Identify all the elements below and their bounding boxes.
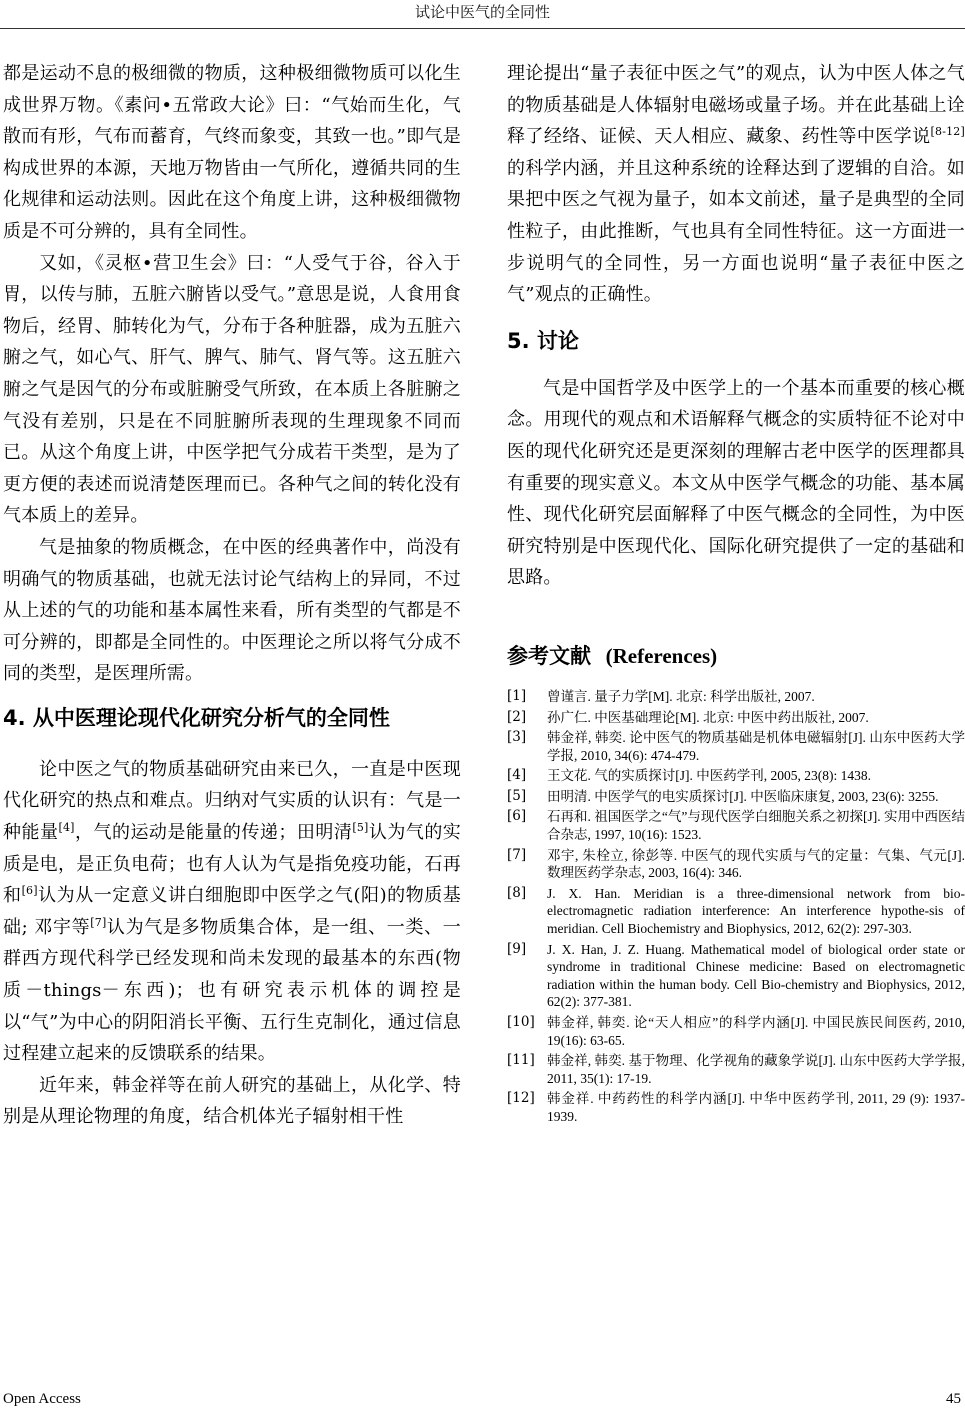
left-column bbox=[3, 58, 461, 1133]
reference-text: 韩金祥. 中药药性的科学内涵[J]. 中华中医药学刊, 2011, 29 (9): 1937-1939. bbox=[547, 1091, 965, 1124]
reference-list bbox=[507, 688, 965, 1126]
reference-number: [11] bbox=[507, 1052, 535, 1069]
reference-number: [12] bbox=[507, 1090, 535, 1107]
reference-number: [1] bbox=[507, 687, 527, 704]
reference-text: 孙广仁. 中医基础理论[M]. 北京: 中医中药出版社, 2007. bbox=[547, 709, 869, 725]
reference-item bbox=[507, 808, 965, 843]
reference-item bbox=[507, 788, 965, 806]
reference-text: 韩金祥, 韩奕. 论中医气的物质基础是机体电磁辐射[J]. 山东中医药大学学报, 2010, 34(6): 474-479. bbox=[547, 730, 965, 763]
paragraph bbox=[3, 754, 461, 1070]
section-heading-5: 5. 讨论 bbox=[507, 328, 579, 353]
reference-number: [2] bbox=[507, 708, 527, 725]
reference-text: 韩金祥, 韩奕. 论“天人相应”的科学内涵[J]. 中国民族民间医药, 2010, 19(16): 63-65. bbox=[547, 1015, 965, 1048]
text-run: ，气的运动是能量的传递；田明清 bbox=[74, 822, 353, 844]
text-run: 认为气是多物质集合体，是一组、一类、一群西方现代科学已经发现和尚未发现的最基本的东西(物质－things－东西)；也有研究表示机体的调控是以“气”为中心的阴阳消长平衡、五行生克制化，通过信息过程建立起来的反馈联系的结果。 bbox=[3, 916, 461, 1065]
reference-item bbox=[507, 1052, 965, 1087]
reference-number: [7] bbox=[507, 846, 527, 863]
text-run: 的科学内涵，并且这种系统的诠释达到了逻辑的自洽。如果把中医之气视为量子，如本文前述，量子是典型的全同性粒子，由此推断，气也具有全同性特征。这一方面进一步说明气的全同性，另一方面也说明“量子表征中医之气”观点的正确性。 bbox=[507, 157, 965, 306]
reference-text: 韩金祥, 韩奕. 基于物理、化学视角的藏象学说[J]. 山东中医药大学学报, 2011, 35(1): 17-19. bbox=[547, 1053, 965, 1086]
citation: [7] bbox=[90, 915, 107, 929]
reference-item bbox=[507, 1014, 965, 1049]
reference-item bbox=[507, 767, 965, 785]
reference-item bbox=[507, 688, 965, 706]
reference-text: J. X. Han, J. Z. Huang. Mathematical model of biological order state or syndrome in traditional Chinese medicine: Based on electromagnetic radiation within the human body. Cell Bio-chemistry and Biophysics, 2012, 62(2): 377-381. bbox=[547, 941, 965, 1010]
references-heading bbox=[507, 642, 965, 670]
reference-number: [9] bbox=[507, 940, 527, 957]
text-run: 理论提出“量子表征中医之气”的观点，认为中医人体之气的物质基础是人体辐射电磁场或量子场。并在此基础上诠释了经络、证候、天人相应、藏象、药性等中医学说 bbox=[507, 63, 965, 148]
references-heading-cn: 参考文献 bbox=[507, 643, 591, 668]
paragraph: 又如，《灵枢•营卫生会》曰：“人受气于谷，谷入于胃，以传与肺，五脏六腑皆以受气。”意思是说，人食用食物后，经胃、肺转化为气，分布于各种脏器，成为五脏六腑之气，如心气、肝气、脾气、肺气、肾气等。这五脏六腑之气是因气的分布或脏腑受气所致，在本质上各脏腑之气没有差别，只是在不同脏腑所表现的生理现象不同而已。从这个角度上讲，中医学把气分成若干类型，是为了更方便的表述而说清楚医理而已。各种气之间的转化没有气本质上的差异。 bbox=[3, 252, 461, 527]
reference-text: 王文花. 气的实质探讨[J]. 中医药学刊, 2005, 23(8): 1438. bbox=[547, 768, 871, 784]
text-run: 论中医之气的物质基础研究由来已久，一直是中医现代化研究的热点和难点。归纳对气实质的认识有：气是一种能量 bbox=[3, 758, 461, 844]
reference-text: 邓宇, 朱栓立, 徐彭等. 中医气的现代实质与气的定量：气集、气元[J]. 数理医药学杂志, 2003, 16(4): 346. bbox=[547, 847, 965, 881]
reference-number: [4] bbox=[507, 767, 527, 784]
reference-number: [6] bbox=[507, 808, 527, 825]
paragraph bbox=[507, 58, 965, 311]
page-number: 45 bbox=[946, 1391, 961, 1407]
section-heading-4: 4. 从中医理论现代化研究分析气的全同性 bbox=[3, 705, 390, 730]
reference-item bbox=[507, 941, 965, 1011]
reference-item bbox=[507, 729, 965, 764]
paragraph: 气是抽象的物质概念，在中医的经典著作中，尚没有明确气的物质基础，也就无法讨论气结构上的异同，不过从上述的气的功能和基本属性来看，所有类型的气都是不可分辨的，即都是全同性的。中医理论之所以将气分成不同的类型，是医理所需。 bbox=[3, 536, 461, 685]
paragraph: 近年来，韩金祥等在前人研究的基础上，从化学、特别是从理论物理的角度，结合机体光子辐射相干性 bbox=[3, 1074, 461, 1128]
right-column bbox=[507, 58, 965, 1129]
text-run: 认为从一定意义讲白细胞即中医学之气(阳)的物质基础; 邓宇等 bbox=[3, 885, 462, 938]
references-heading-en: (References) bbox=[605, 643, 718, 668]
citation: [4] bbox=[58, 821, 75, 835]
reference-text: 石再和. 祖国医学之“气”与现代医学白细胞关系之初探[J]. 实用中西医结合杂志, 1997, 10(16): 1523. bbox=[547, 809, 965, 843]
reference-text: 曾谨言. 量子力学[M]. 北京: 科学出版社, 2007. bbox=[547, 688, 815, 704]
footer-open-access: Open Access bbox=[3, 1391, 81, 1407]
reference-item bbox=[507, 847, 965, 882]
reference-number: [3] bbox=[507, 729, 527, 746]
citation: [6] bbox=[21, 884, 38, 898]
paragraph: 气是中国哲学及中医学上的一个基本而重要的核心概念。用现代的观点和术语解释气概念的实质特征不论对中医的现代化研究还是更深刻的理解古老中医学的医理都具有重要的现实意义。本文从中医学气概念的功能、基本属性、现代化研究层面解释了中医气概念的全同性，为中医研究特别是中医现代化、国际化研究提供了一定的基础和思路。 bbox=[507, 377, 965, 589]
citation: [8-12] bbox=[930, 125, 965, 139]
reference-number: [10] bbox=[507, 1014, 535, 1030]
running-header: 试论中医气的全同性 bbox=[414, 3, 550, 21]
reference-number: [5] bbox=[507, 787, 527, 804]
reference-text: J. X. Han. Meridian is a three-dimensional network from bio-electromagnetic radiation interference: An interference hypothe-sis of meridian. Cell Biochemistry and Biophysics, 2012, 62(2): 297-303. bbox=[547, 885, 965, 937]
reference-item bbox=[507, 885, 965, 938]
paragraph: 都是运动不息的极细微的物质，这种极细微物质可以化生成世界万物。《素问•五常政大论》曰：“气始而生化，气散而有形，气布而蓄育，气终而象变，其致一也。”即气是构成世界的本源，天地万物皆由一气所化，遵循共同的生化规律和运动法则。因此在这个角度上讲，这种极细微物质是不可分辨的，具有全同性。 bbox=[3, 63, 461, 242]
header-rule bbox=[0, 28, 965, 29]
text-run: 认为气的实质是电，是正负电荷；也有人认为气是指免疫功能，石再和 bbox=[3, 822, 462, 907]
reference-text: 田明清. 中医学气的电实质探讨[J]. 中医临床康复, 2003, 23(6): 3255. bbox=[547, 788, 939, 804]
reference-item bbox=[507, 1090, 965, 1125]
reference-number: [8] bbox=[507, 884, 527, 901]
citation: [5] bbox=[352, 821, 369, 835]
reference-item bbox=[507, 709, 965, 727]
